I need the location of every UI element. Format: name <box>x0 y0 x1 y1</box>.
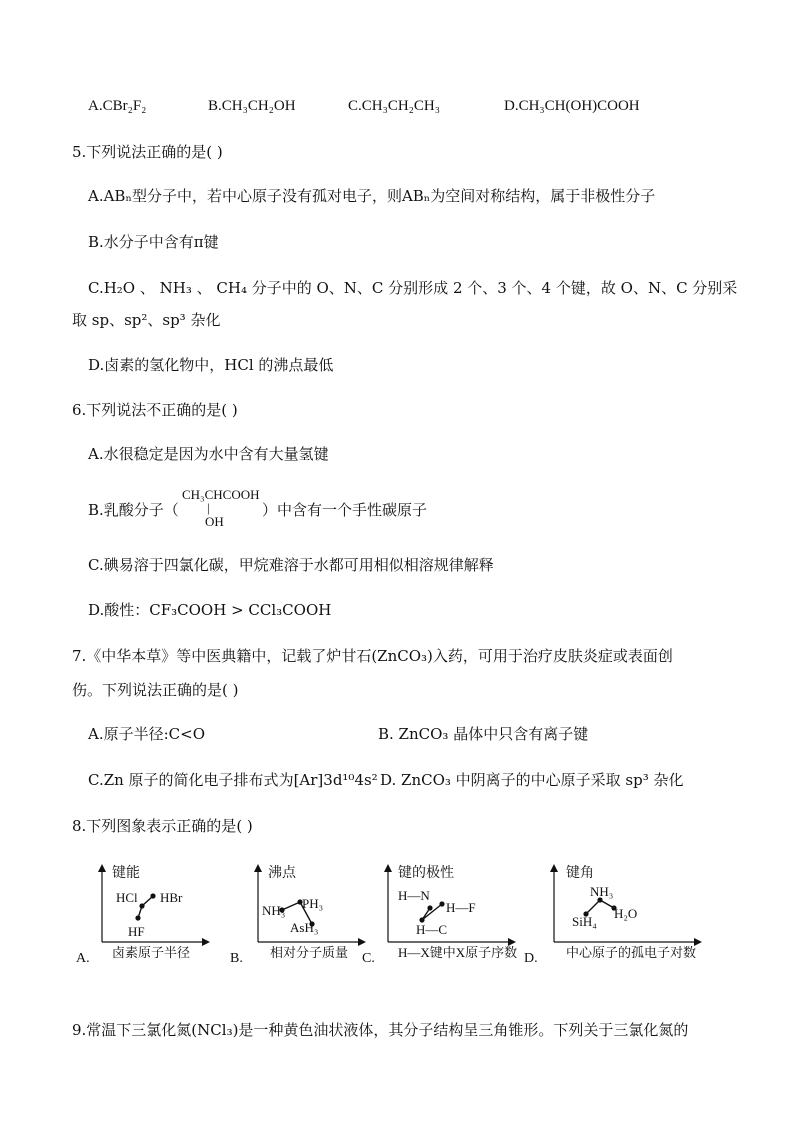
graph-d-letter: D. <box>524 951 538 966</box>
graph-a-letter: A. <box>76 951 90 966</box>
q7-option-d: D. ZnCO₃ 中阴离子的中心原子采取 sp³ 杂化 <box>380 771 684 789</box>
q5-option-c-line1: C.H₂O 、 NH₃ 、 CH₄ 分子中的 O、N、C 分别形成 2 个、3 个、4 个键，故 O、N、C 分别采 <box>88 279 738 297</box>
graph-b-ylabel: 沸点 <box>268 866 296 881</box>
lactic-acid-structure-top: CH₃CHCOOH <box>182 487 260 502</box>
q4-option-c: C.CH₃CH₂CH₃ <box>348 98 440 114</box>
q6-option-b-prefix: B.乳酸分子（ <box>88 501 179 519</box>
graph-c-letter: C. <box>362 951 375 966</box>
graph-c-point-hf: H—F <box>446 900 476 915</box>
graph-b-letter: B. <box>230 951 243 966</box>
graph-d-point-h2o: H₂O <box>614 906 638 921</box>
q6-option-b-suffix: ）中含有一个手性碳原子 <box>262 501 428 519</box>
q4-option-a: A.CBr₂F₂ <box>88 98 147 114</box>
graph-d-point-sih4: SiH₄ <box>572 914 597 929</box>
graph-d-xlabel: 中心原子的孤电子对数 <box>566 945 697 960</box>
q4-option-d: D.CH₃CH(OH)COOH <box>504 98 640 114</box>
q6-option-a: A.水很稳定是因为水中含有大量氢键 <box>88 445 329 463</box>
q5-option-a: A.ABₙ型分子中，若中心原子没有孤对电子，则ABₙ为空间对称结构，属于非极性分子 <box>88 187 656 205</box>
lactic-acid-structure-bond: | <box>207 500 210 515</box>
graph-c-point-hc: H—C <box>416 922 448 937</box>
q7-stem-line2: 伤。下列说法正确的是( ) <box>72 681 239 699</box>
graph-a-xlabel: 卤素原子半径 <box>112 945 191 960</box>
q5-option-b: B.水分子中含有π键 <box>88 233 219 251</box>
q6-option-c: C.碘易溶于四氯化碳，甲烷难溶于水都可用相似相溶规律解释 <box>88 556 494 574</box>
graph-c-xlabel: H—X键中X原子序数 <box>398 945 518 960</box>
graph-a-ylabel: 键能 <box>112 866 140 881</box>
graph-b-xlabel: 相对分子质量 <box>270 945 349 960</box>
graph-b-point-ash3: AsH₃ <box>290 920 319 935</box>
q8-stem: 8.下列图象表示正确的是( ) <box>72 817 253 835</box>
graph-c-point-hn: H—N <box>398 888 430 903</box>
graph-a-point-hcl: HCl <box>116 890 138 905</box>
graph-d-ylabel: 键角 <box>566 866 594 881</box>
q4-option-b: B.CH₃CH₂OH <box>208 98 296 114</box>
q7-stem-line1: 7.《中华本草》等中医典籍中，记载了炉甘石(ZnCO₃)入药，可用于治疗皮肤炎症或表面创 <box>72 647 673 665</box>
q7-option-a: A.原子半径:C<O <box>88 725 205 743</box>
q5-option-d: D.卤素的氢化物中，HCl 的沸点最低 <box>88 356 334 374</box>
graph-b-point-ph3: PH₃ <box>302 896 324 911</box>
lactic-acid-structure-oh: OH <box>205 514 224 529</box>
graph-d-point-nh3: NH₃ <box>590 884 614 899</box>
q5-stem: 5.下列说法正确的是( ) <box>72 143 223 161</box>
q7-option-c: C.Zn 原子的简化电子排布式为[Ar]3d¹⁰4s² <box>88 771 378 789</box>
q6-option-d: D.酸性：CF₃COOH > CCl₃COOH <box>88 601 332 619</box>
graph-b-point-nh3: NH₃ <box>262 903 286 918</box>
q6-stem: 6.下列说法不正确的是( ) <box>72 401 238 419</box>
q9-stem: 9.常温下三氯化氮(NCl₃)是一种黄色油状液体，其分子结构呈三角锥形。下列关于三氯化氮的 <box>72 1021 689 1039</box>
graph-a-point-hbr: HBr <box>160 890 183 905</box>
q5-option-c-line2: 取 sp、sp²、sp³ 杂化 <box>72 311 221 329</box>
q7-option-b: B. ZnCO₃ 晶体中只含有离子键 <box>378 725 589 743</box>
graph-c-ylabel: 键的极性 <box>398 866 454 881</box>
graph-a-point-hf: HF <box>128 924 145 939</box>
